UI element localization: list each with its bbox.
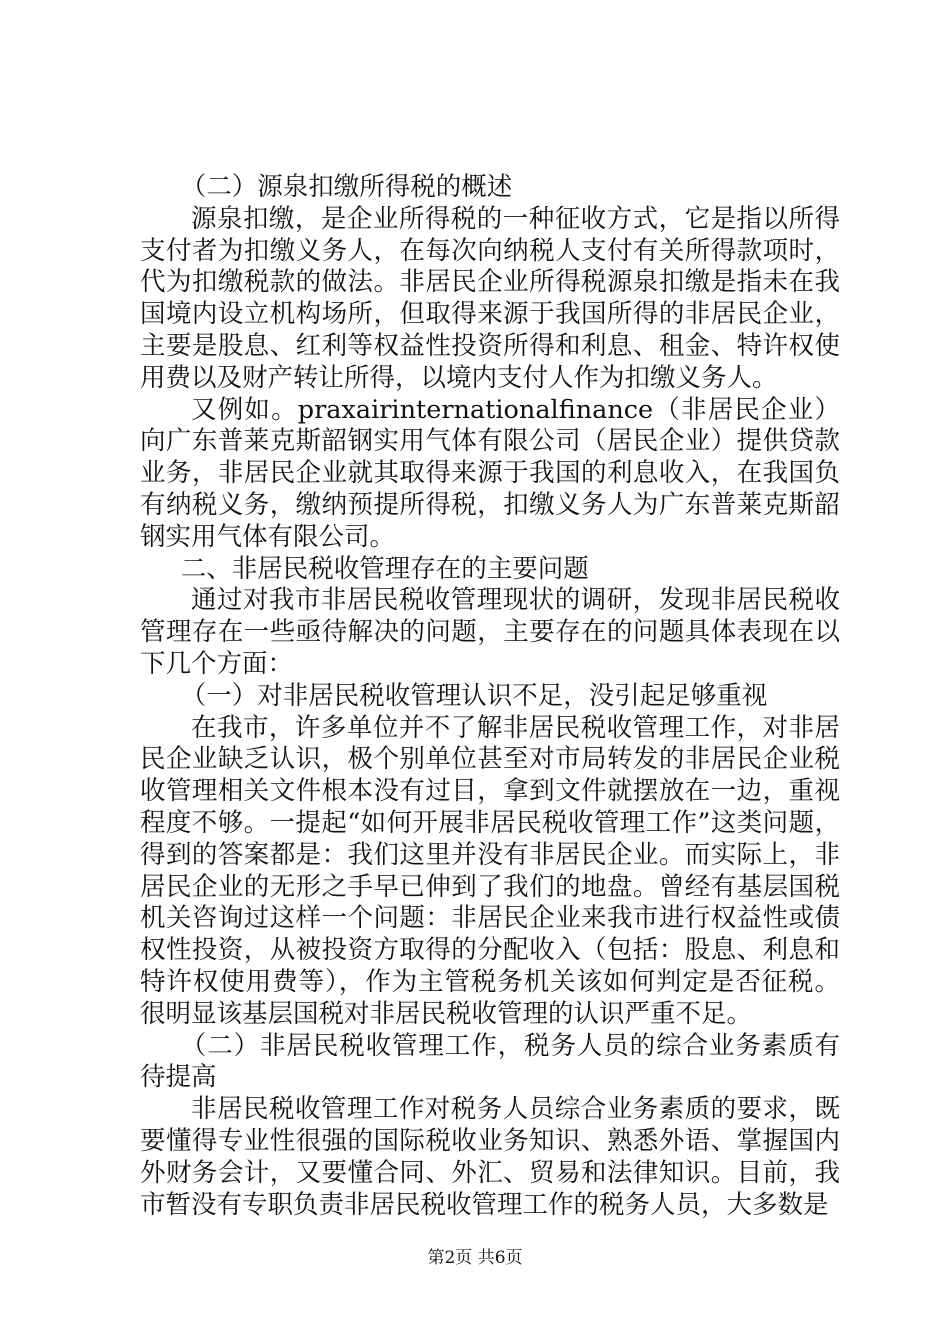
section-heading: 二、非居民税收管理存在的主要问题	[180, 553, 589, 584]
body-paragraph: 非居民税收管理工作对税务人员综合业务素质的要求，既要懂得专业性很强的国际税收业务知识、熟悉外语、掌握国内外财务会计，又要懂合同、外汇、贸易和法律知识。目前，我市暂没有专职负责非居民税收管理工作的税务人员，大多数是	[140, 1094, 840, 1220]
body-paragraph: 源泉扣缴，是企业所得税的一种征收方式，它是指以所得支付者为扣缴义务人，在每次向纳税人支付有关所得款项时，代为扣缴税款的做法。非居民企业所得税源泉扣缴是指未在我国境内设立机构场所，但取得来源于我国所得的非居民企业，主要是股息、红利等权益性投资所得和利息、租金、特许权使用费以及财产转让所得，以境内支付人作为扣缴义务人。	[140, 203, 840, 393]
page-number-footer: 第2页 共6页	[427, 1248, 523, 1268]
section-heading: （一）对非居民税收管理认识不足，没引起足够重视	[180, 680, 768, 711]
section-heading: （二）非居民税收管理工作，税务人员的综合业务素质有待提高	[140, 1030, 840, 1093]
document-body	[140, 172, 840, 1221]
body-paragraph: 在我市，许多单位并不了解非居民税收管理工作，对非居民企业缺乏认识，极个别单位甚至对市局转发的非居民企业税收管理相关文件根本没有过目，拿到文件就摆放在一边，重视程度不够。一提起“如何开展非居民税收管理工作”这类问题，得到的答案都是：我们这里并没有非居民企业。而实际上，非居民企业的无形之手早已伸到了我们的地盘。曾经有基层国税机关咨询过这样一个问题：非居民企业来我市进行权益性或债权性投资，从被投资方取得的分配收入（包括：股息、利息和特许权使用费等），作为主管税务机关该如何判定是否征税。很明显该基层国税对非居民税收管理的认识严重不足。	[140, 712, 840, 1029]
section-heading: （二）源泉扣缴所得税的概述	[180, 172, 513, 202]
body-paragraph: 通过对我市非居民税收管理现状的调研，发现非居民税收管理存在一些亟待解决的问题，主要存在的问题具体表现在以下几个方面：	[140, 585, 840, 679]
body-paragraph: 又例如。praxairinternationalfinance（非居民企业）向广东普莱克斯韶钢实用气体有限公司（居民企业）提供贷款业务，非居民企业就其取得来源于我国的利息收入，在我国负有纳税义务，缴纳预提所得税，扣缴义务人为广东普莱克斯韶钢实用气体有限公司。	[140, 394, 840, 552]
